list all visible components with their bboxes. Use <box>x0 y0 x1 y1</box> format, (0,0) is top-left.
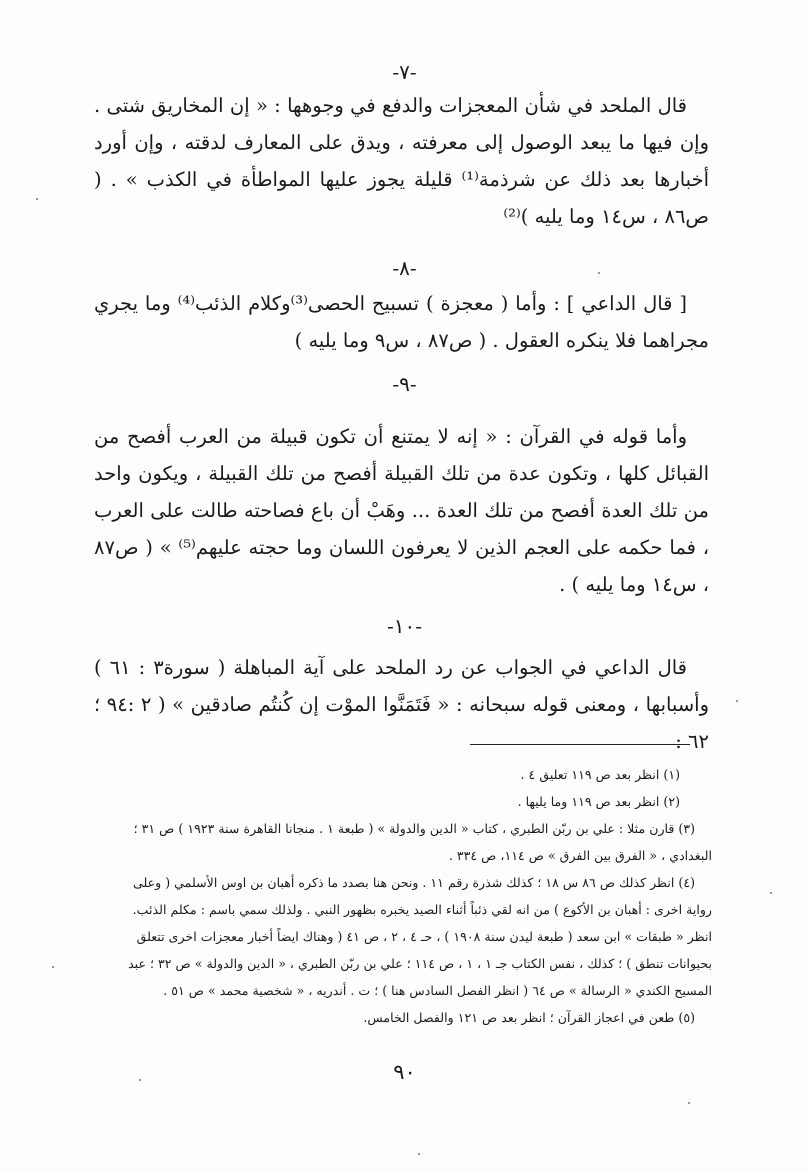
footnote-separator <box>470 744 690 745</box>
footnote-5: (٥) طعن في اعجاز القرآن ؛ انظر بعد ص ١٢١ والفصل الخامس. <box>363 1010 695 1025</box>
scan-speck <box>598 272 600 274</box>
scan-speck <box>52 966 54 968</box>
footnote-4-line-1: (٤) انظر كذلك ص ٨٦ س ١٨ ؛ كذلك شذرة رقم ١١ . ونحن هنا بصدد ما ذكره أهبان بن اوس الأسلمي ( وعلى <box>132 875 695 890</box>
paragraph-7: قال الملحد في شأن المعجزات والدفع في وجوهها : « إن المخاريق شتى . وإن فيها ما يبعد الوصول إلى معرفته ، ويدق على المعارف لدقته ، وإن أورد أخبارها بعد ذلك عن شرذمة⁽¹⁾ قليلة يجوز عليها المواطأة في الكذب » . ( ص٨٦ ، س١٤ وما يليه )⁽²⁾ <box>94 94 709 228</box>
scan-speck <box>36 198 38 200</box>
footnote-4-line-4: بحيوانات تنطق ) ؛ كذلك ، نفس الكتاب جـ ١ ، ١ ، ص ١١٤ ؛ علي بن ربّن الطبري ، « الدين والدولة » ص ٣٢ ؛ عبد <box>128 956 712 971</box>
page-number: ٩٠ <box>393 1060 416 1084</box>
section-marker-8: -٨- <box>392 256 417 280</box>
footnote-4-line-2: رواية اخرى : أهبان بن الأكوع ) من انه لقي ذئباً أثناء الصيد يخبره بظهور النبي . ولذلك سمي باسم : مكلم الذئب. <box>132 902 712 917</box>
footnote-4-line-3: انظر « طبقات » ابن سعد ( طبعة ليدن سنة ١٩٠٨ ) ، حـ ٤ ، ٢ ، ص ٤١ ( وهناك ايضاً أخبار معجزات اخرى تتعلق <box>136 929 712 944</box>
scan-speck <box>736 700 738 702</box>
scan-speck <box>688 1102 690 1104</box>
paragraph-10: قال الداعي في الجواب عن رد الملحد على آية المباهلة ( سورة٣ : ٦١ ) وأسبابها ، ومعنى قوله سبحانه : « فَتَمَنَّوا الموْت إن كُنتُم صادقين » ( ٢ :٩٤ ؛ ٦٢ : <box>94 656 709 753</box>
scan-speck <box>139 1079 141 1081</box>
footnote-4-line-5: المسيح الكندي « الرسالة » ص ٦٤ ( انظر الفصل السادس هنا ) ؛ ت . أندريه ، « شخصية محمد » ص ٥١ . <box>163 983 712 998</box>
paragraph-8: [ قال الداعي ] : وأما ( معجزة ) تسبيح الحصى⁽³⁾وكلام الذئب⁽⁴⁾ وما يجري مجراهما فلا ينكره العقول . ( ص٨٧ ، س٩ وما يليه ) <box>94 292 709 352</box>
scan-speck <box>770 892 772 894</box>
footnote-1: (١) انظر بعد ص ١١٩ تعليق ٤ . <box>520 767 680 782</box>
footnote-2: (٢) انظر بعد ص ١١٩ وما يليها . <box>517 794 680 809</box>
scan-speck <box>418 1153 420 1155</box>
section-marker-7: -٧- <box>392 60 417 84</box>
footnote-3-line-2: البغدادي ، « الفرق بين الفرق » ص ١١٤، ص ٣٣٤ . <box>448 848 712 863</box>
footnote-3-line-1: (٣) قارن مثلا : علي بن ربّن الطبري ، كتاب « الدين والدولة » ( طبعة ١ . منجانا القاهرة سنة ١٩٢٣ ) ص ٣١ ؛ <box>133 821 695 836</box>
paragraph-9: وأما قوله في القرآن : « إنه لا يمتنع أن تكون قبيلة من العرب أفصح من القبائل كلها ، وتكون عدة من تلك القبيلة أفصح من تلك القبيلة ، ويكون واحد من تلك العدة أفصح من تلك العدة ... وهَبْ أن باع فصاحته طالت على العرب ، فما حكمه على العجم الذين لا يعرفون اللسان وما حجته عليهم⁽⁵⁾ » ( ص٨٧ ، س١٤ وما يليه ) . <box>94 425 710 596</box>
section-marker-10: -١٠- <box>386 614 422 638</box>
section-marker-9: -٩- <box>392 372 417 396</box>
